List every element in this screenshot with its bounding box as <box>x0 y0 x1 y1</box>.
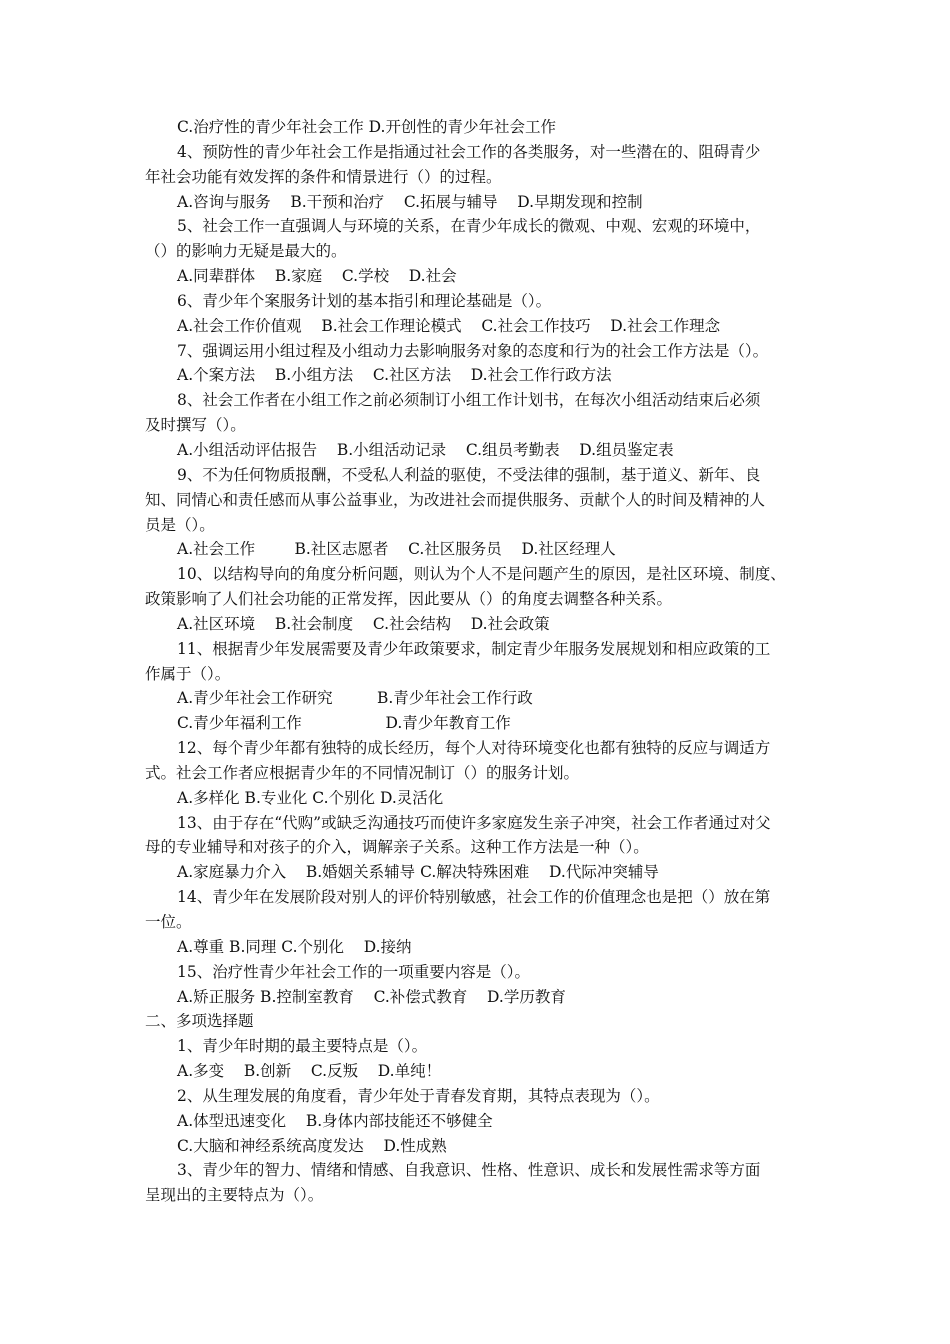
text-line: A.社会工作价值观 B.社会工作理论模式 C.社会工作技巧 D.社会工作理念 <box>177 316 721 335</box>
text-line: A.同辈群体 B.家庭 C.学校 D.社会 <box>177 267 457 286</box>
text-line: C.青少年福利工作 D.青少年教育工作 <box>177 714 511 733</box>
text-line: A.社会工作 B.社区志愿者 C.社区服务员 D.社区经理人 <box>177 540 616 559</box>
text-line: C.治疗性的青少年社会工作 D.开创性的青少年社会工作 <box>177 118 556 136</box>
text-line: 母的专业辅导和对孩子的介入，调解亲子关系。这种工作方法是一种（）。 <box>145 838 649 857</box>
text-line: 6、青少年个案服务计划的基本指引和理论基础是（）。 <box>177 291 552 310</box>
text-line: C.大脑和神经系统高度发达 D.性成熟 <box>177 1136 447 1155</box>
text-line: A.社区环境 B.社会制度 C.社会结构 D.社会政策 <box>177 614 550 633</box>
text-line: 15、治疗性青少年社会工作的一项重要内容是（）。 <box>177 962 530 981</box>
text-line: 14、青少年在发展阶段对别人的评价特别敏感，社会工作的价值理念也是把（）放在第 <box>177 888 771 907</box>
text-line: 11、根据青少年发展需要及青少年政策要求，制定青少年服务发展规划和相应政策的工 <box>177 639 771 658</box>
text-line: 2、从生理发展的角度看，青少年处于青春发育期，其特点表现为（）。 <box>177 1086 660 1105</box>
text-line: 10、以结构导向的角度分析问题，则认为个人不是问题产生的原因，是社区环境、制度、 <box>177 565 786 584</box>
text-line: 12、每个青少年都有独特的成长经历，每个人对待环境变化也都有独特的反应与调适方 <box>177 739 771 758</box>
text-line: 二、多项选择题 <box>145 1012 254 1031</box>
text-line: A.小组活动评估报告 B.小组活动记录 C.组员考勤表 D.组员鉴定表 <box>177 440 674 459</box>
text-line: A.个案方法 B.小组方法 C.社区方法 D.社会工作行政方法 <box>177 366 612 385</box>
document-body <box>145 115 810 1208</box>
text-line: A.矫正服务 B.控制室教育 C.补偿式教育 D.学历教育 <box>177 987 566 1006</box>
text-line: 年社会功能有效发挥的条件和情景进行（）的过程。 <box>145 167 502 186</box>
text-line: 3、青少年的智力、情绪和情感、自我意识、性格、性意识、成长和发展性需求等方面 <box>177 1161 761 1180</box>
text-line: A.多变 B.创新 C.反叛 D.单纯！ <box>177 1062 442 1081</box>
text-line: 及时撰写（）。 <box>145 416 246 435</box>
text-line: A.咨询与服务 B.干预和治疗 C.拓展与辅导 D.早期发现和控制 <box>177 192 643 211</box>
text-line: 政策影响了人们社会功能的正常发挥，因此要从（）的角度去调整各种关系。 <box>145 590 673 609</box>
text-line: 4、预防性的青少年社会工作是指通过社会工作的各类服务，对一些潜在的、阻碍青少 <box>177 142 761 161</box>
text-line: 知、同情心和责任感而从事公益事业，为改进社会而提供服务、贡献个人的时间及精神的人 <box>145 490 766 509</box>
text-line: 13、由于存在“代购”或缺乏沟通技巧而使许多家庭发生亲子冲突，社会工作者通过对父 <box>177 813 771 832</box>
text-line: 1、青少年时期的最主要特点是（）。 <box>177 1037 428 1056</box>
text-line: （）的影响力无疑是最大的。 <box>145 242 347 261</box>
text-line: 式。社会工作者应根据青少年的不同情况制订（）的服务计划。 <box>145 763 580 782</box>
text-line: A.体型迅速变化 B.身体内部技能还不够健全 <box>177 1111 493 1130</box>
text-line: 7、强调运用小组过程及小组动力去影响服务对象的态度和行为的社会工作方法是（）。 <box>177 341 769 360</box>
text-line: A.家庭暴力介入 B.婚姻关系辅导 C.解决特殊困难 D.代际冲突辅导 <box>177 863 659 882</box>
text-line: 员是（）。 <box>145 515 215 534</box>
text-line: A.青少年社会工作研究 B.青少年社会工作行政 <box>177 689 533 708</box>
text-line: 一位。 <box>145 913 192 931</box>
text-line: 8、社会工作者在小组工作之前必须制订小组工作计划书，在每次小组活动结束后必须 <box>177 391 761 410</box>
text-line: 5、社会工作一直强调人与环境的关系，在青少年成长的微观、中观、宏观的环境中， <box>177 217 761 236</box>
text-line: A.尊重 B.同理 C.个别化 D.接纳 <box>177 937 412 956</box>
text-line: 9、不为任何物质报酬，不受私人利益的驱使，不受法律的强制，基于道义、新年、良 <box>177 465 761 484</box>
text-line: A.多样化 B.专业化 C.个别化 D.灵活化 <box>177 788 444 807</box>
text-line: 呈现出的主要特点为（）。 <box>145 1186 324 1205</box>
text-line: 作属于（）。 <box>145 664 231 683</box>
